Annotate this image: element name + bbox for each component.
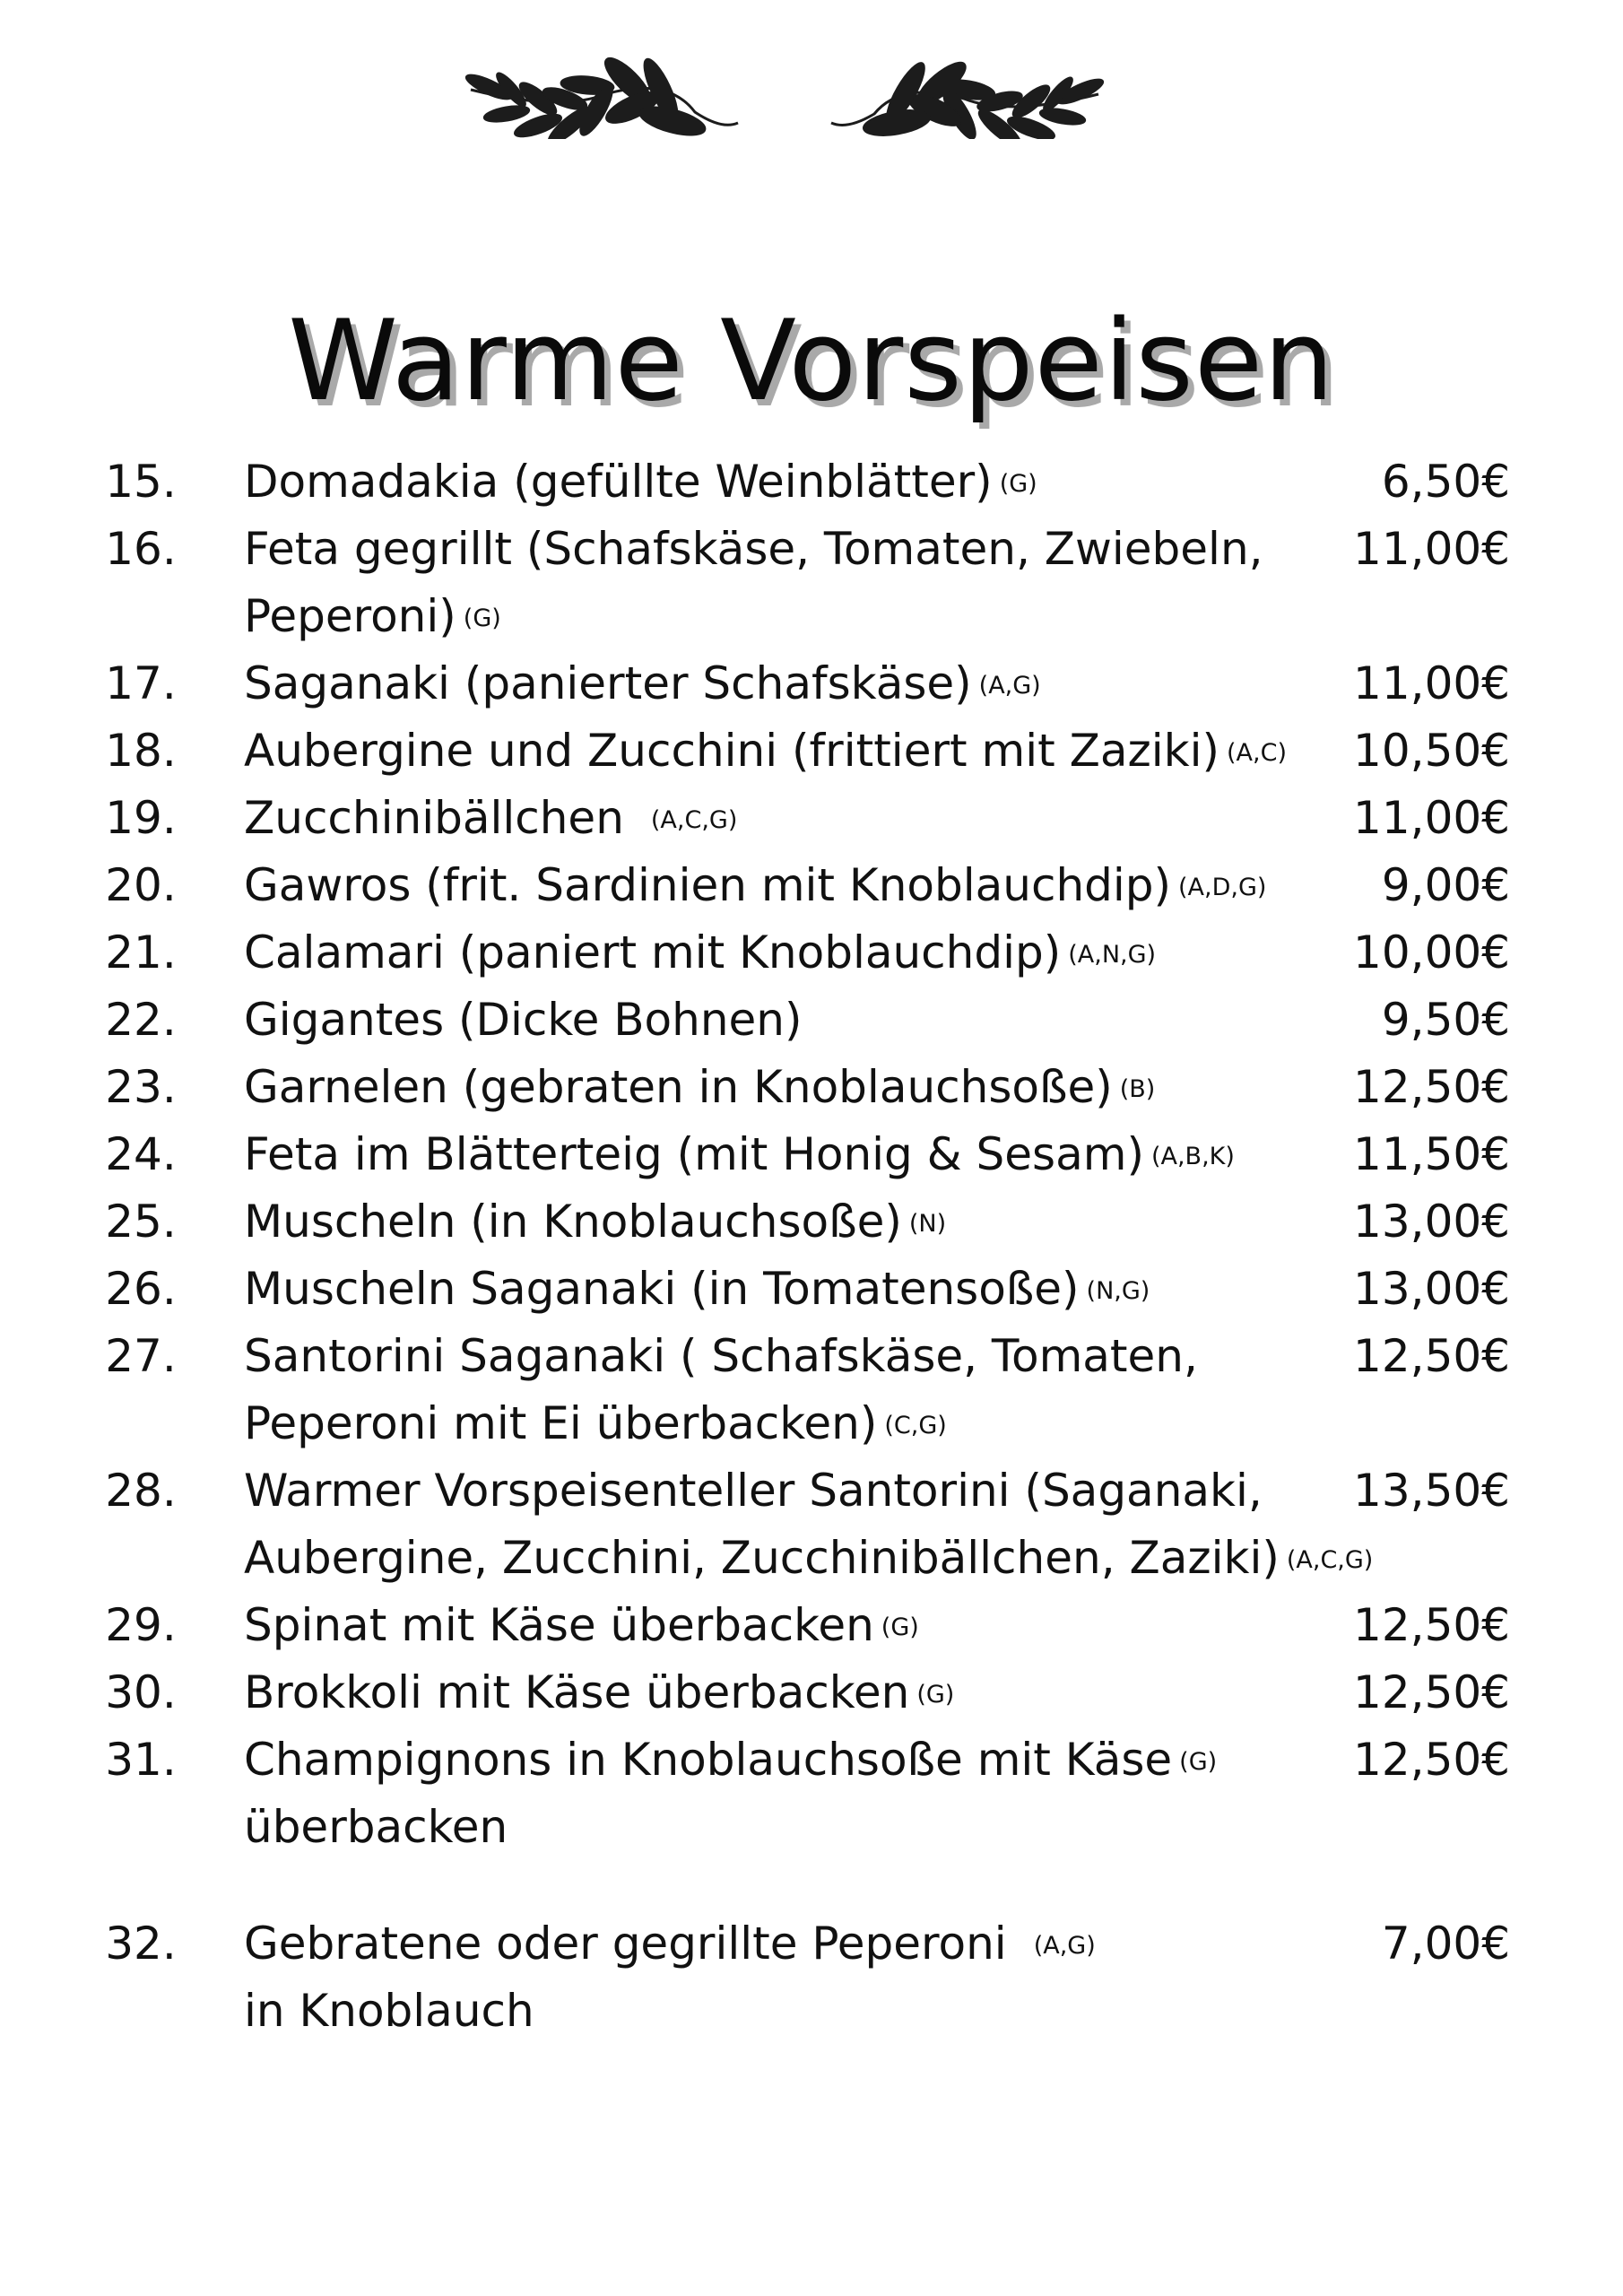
laurel-branches-icon — [453, 49, 1116, 139]
item-description — [244, 1188, 1392, 1256]
description-line — [244, 1525, 1392, 1592]
item-price: 12,50€ — [1353, 1666, 1510, 1718]
item-description — [244, 987, 1392, 1054]
item-number: 16. — [105, 523, 177, 575]
allergen-codes: (N) — [908, 1210, 947, 1238]
allergen-codes: (N,G) — [1086, 1277, 1150, 1305]
item-number: 28. — [105, 1465, 177, 1517]
description-text: Feta im Blätterteig (mit Honig & Sesam) — [244, 1128, 1144, 1180]
allergen-codes: (G) — [916, 1681, 955, 1709]
item-price: 10,00€ — [1353, 926, 1510, 978]
item-number: 15. — [105, 456, 177, 508]
description-line — [244, 1794, 1392, 1861]
item-number: 20. — [105, 859, 177, 911]
allergen-codes: (C,G) — [884, 1412, 947, 1439]
allergen-codes: (A,C,G) — [1286, 1546, 1374, 1574]
item-description — [244, 1256, 1392, 1323]
item-description — [244, 650, 1392, 718]
description-line — [244, 1726, 1392, 1794]
item-price: 7,00€ — [1381, 1918, 1510, 1970]
item-price: 11,00€ — [1353, 523, 1510, 575]
allergen-codes: (A,G) — [978, 672, 1041, 700]
allergen-codes: (B) — [1119, 1075, 1156, 1103]
item-number: 29. — [105, 1599, 177, 1651]
allergen-codes: (A,C) — [1227, 739, 1287, 767]
description-line — [244, 516, 1392, 583]
item-price: 12,50€ — [1353, 1330, 1510, 1382]
allergen-codes: (A,B,K) — [1150, 1143, 1235, 1170]
description-line — [244, 1323, 1392, 1390]
item-number: 32. — [105, 1918, 177, 1970]
item-description — [244, 718, 1392, 785]
item-description — [244, 1910, 1392, 2045]
description-line — [244, 583, 1392, 650]
description-line — [244, 1910, 1392, 1978]
description-line — [244, 1188, 1392, 1256]
description-line — [244, 1054, 1392, 1121]
description-line — [244, 1978, 1392, 2045]
description-line — [244, 919, 1392, 987]
description-text: Brokkoli mit Käse überbacken — [244, 1666, 910, 1718]
allergen-codes: (G) — [881, 1613, 919, 1641]
description-text: Warmer Vorspeisenteller Santorini (Saganaki, — [244, 1465, 1263, 1517]
description-line — [244, 987, 1392, 1054]
description-text: überbacken — [244, 1801, 508, 1853]
item-description — [244, 448, 1392, 516]
description-line — [244, 448, 1392, 516]
item-price: 12,50€ — [1353, 1061, 1510, 1113]
item-description — [244, 1323, 1392, 1457]
allergen-codes: (A,N,G) — [1068, 941, 1157, 969]
description-line — [244, 1390, 1392, 1457]
description-line — [244, 785, 1392, 852]
description-text: Spinat mit Käse überbacken — [244, 1599, 874, 1651]
item-price: 12,50€ — [1353, 1599, 1510, 1651]
item-price: 12,50€ — [1353, 1734, 1510, 1786]
item-price: 6,50€ — [1381, 456, 1510, 508]
item-description — [244, 852, 1392, 919]
item-price: 11,50€ — [1353, 1128, 1510, 1180]
item-number: 27. — [105, 1330, 177, 1382]
description-line — [244, 852, 1392, 919]
description-text: Feta gegrillt (Schafskäse, Tomaten, Zwiebeln, — [244, 523, 1263, 575]
description-text: Peperoni mit Ei überbacken) — [244, 1397, 878, 1449]
item-price: 13,00€ — [1353, 1263, 1510, 1315]
description-text: Gigantes (Dicke Bohnen) — [244, 994, 803, 1046]
item-number: 22. — [105, 994, 177, 1046]
item-price: 13,50€ — [1353, 1465, 1510, 1517]
item-number: 19. — [105, 792, 177, 844]
item-price: 11,00€ — [1353, 657, 1510, 709]
item-price: 10,50€ — [1353, 725, 1510, 777]
item-description — [244, 1457, 1392, 1592]
item-description — [244, 1659, 1392, 1726]
allergen-codes: (A,C,G) — [650, 806, 738, 834]
item-description — [244, 785, 1392, 852]
item-price: 9,00€ — [1381, 859, 1510, 911]
description-line — [244, 1659, 1392, 1726]
description-text: Gebratene oder gegrillte Peperoni — [244, 1918, 1007, 1970]
item-description — [244, 1054, 1392, 1121]
item-description — [244, 1121, 1392, 1188]
description-text: in Knoblauch — [244, 1985, 534, 2037]
description-text: Zucchinibällchen — [244, 792, 624, 844]
description-text: Aubergine, Zucchini, Zucchinibällchen, Zaziki) — [244, 1532, 1280, 1584]
description-line — [244, 1256, 1392, 1323]
item-number: 23. — [105, 1061, 177, 1113]
description-text: Calamari (paniert mit Knoblauchdip) — [244, 926, 1062, 978]
description-line — [244, 650, 1392, 718]
description-text: Peperoni) — [244, 590, 456, 642]
description-text: Muscheln Saganaki (in Tomatensoße) — [244, 1263, 1080, 1315]
allergen-codes: (A,G) — [1033, 1932, 1096, 1960]
item-number: 18. — [105, 725, 177, 777]
item-price: 9,50€ — [1381, 994, 1510, 1046]
item-number: 25. — [105, 1196, 177, 1248]
item-description — [244, 919, 1392, 987]
item-number: 30. — [105, 1666, 177, 1718]
item-number: 26. — [105, 1263, 177, 1315]
page-title: Warme Vorspeisen — [288, 297, 1335, 427]
item-price: 13,00€ — [1353, 1196, 1510, 1248]
description-text: Muscheln (in Knoblauchsoße) — [244, 1196, 902, 1248]
allergen-codes: (G) — [1179, 1748, 1218, 1776]
description-text: Gawros (frit. Sardinien mit Knoblauchdip) — [244, 859, 1172, 911]
description-line — [244, 1121, 1392, 1188]
item-number: 17. — [105, 657, 177, 709]
item-description — [244, 516, 1392, 650]
allergen-codes: (A,D,G) — [1178, 874, 1267, 901]
description-text: Santorini Saganaki ( Schafskäse, Tomaten, — [244, 1330, 1198, 1382]
item-description — [244, 1726, 1392, 1861]
description-line — [244, 1457, 1392, 1525]
allergen-codes: (G) — [463, 604, 501, 632]
description-text: Garnelen (gebraten in Knoblauchsoße) — [244, 1061, 1113, 1113]
item-description — [244, 1592, 1392, 1659]
allergen-codes: (G) — [999, 470, 1037, 498]
item-number: 24. — [105, 1128, 177, 1180]
description-text: Champignons in Knoblauchsoße mit Käse — [244, 1734, 1173, 1786]
description-text: Domadakia (gefüllte Weinblätter) — [244, 456, 993, 508]
description-text: Saganaki (panierter Schafskäse) — [244, 657, 972, 709]
description-line — [244, 718, 1392, 785]
description-line — [244, 1592, 1392, 1659]
item-number: 21. — [105, 926, 177, 978]
description-text: Aubergine und Zucchini (frittiert mit Zaziki) — [244, 725, 1219, 777]
item-number: 31. — [105, 1734, 177, 1786]
item-price: 11,00€ — [1353, 792, 1510, 844]
